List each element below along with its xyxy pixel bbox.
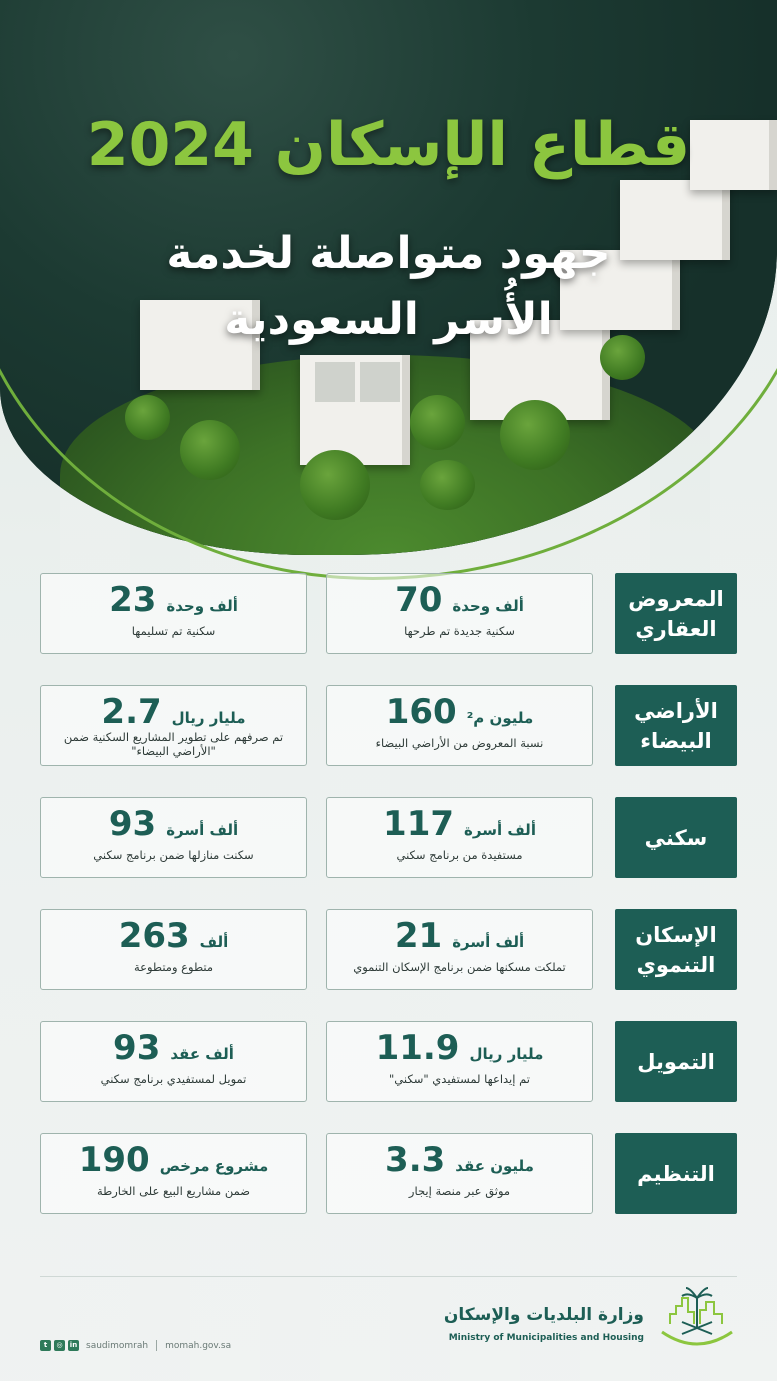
stat-description: سكنية جديدة تم طرحها <box>404 624 515 638</box>
social-links <box>40 1340 231 1351</box>
category-label: سكني <box>615 797 737 878</box>
stat-number: 11.9 <box>375 1028 460 1068</box>
stat-card <box>326 909 593 990</box>
category-label: المعروض العقاري <box>615 573 737 654</box>
stat-number: 93 <box>113 1028 161 1068</box>
page-subtitle-line2: الأُسر السعودية <box>224 294 553 345</box>
social-handle[interactable]: saudimomrah <box>86 1340 149 1351</box>
stat-unit: ألف وحدة <box>166 597 238 615</box>
stat-row-regulation <box>40 1133 737 1214</box>
ministry-logo-icon <box>652 1284 742 1354</box>
stat-description: سكنية تم تسليمها <box>131 624 216 638</box>
stat-description: نسبة المعروض من الأراضي البيضاء <box>375 736 544 750</box>
footer-divider <box>40 1276 737 1277</box>
tree-illustration <box>180 420 240 480</box>
stat-number: 160 <box>385 692 457 732</box>
stat-card <box>40 685 307 766</box>
stat-description: تم صرفهم على تطوير المشاريع السكنية ضمن "الأراضي البيضاء" <box>63 730 284 758</box>
tree-illustration <box>500 400 570 470</box>
stat-number: 3.3 <box>385 1140 446 1180</box>
stat-unit: ألف أسرة <box>464 821 536 839</box>
footer-separator <box>156 1340 157 1351</box>
stat-number: 21 <box>394 916 443 956</box>
stat-card <box>326 797 593 878</box>
stat-unit: ألف وحدة <box>452 597 524 615</box>
stat-card <box>40 573 307 654</box>
stat-number: 70 <box>395 580 443 620</box>
linkedin-icon[interactable]: in <box>69 1341 78 1349</box>
stat-card <box>326 685 593 766</box>
tree-illustration <box>420 460 475 510</box>
stat-description: تملكت مسكنها ضمن برنامج الإسكان التنموي <box>353 960 566 974</box>
stat-unit: ألف عقد <box>170 1045 234 1063</box>
tree-illustration <box>125 395 170 440</box>
stat-card <box>326 573 593 654</box>
stat-unit: ألف أسرة <box>452 933 525 951</box>
category-label: الإسكان التنموي <box>615 909 737 990</box>
stat-card <box>326 1021 593 1102</box>
page-title: قطاع الإسكان 2024 <box>86 110 691 180</box>
stat-unit: مليون م² <box>466 709 534 727</box>
category-label: التنظيم <box>615 1133 737 1214</box>
stat-number: 23 <box>109 580 157 620</box>
tree-illustration <box>410 395 465 450</box>
stat-number: 2.7 <box>101 692 162 732</box>
stat-row-white-lands <box>40 685 737 766</box>
stat-unit: مشروع مرخص <box>159 1157 269 1175</box>
page-subtitle-line1: جهود متواصلة لخدمة <box>166 228 611 279</box>
stat-row-financing <box>40 1021 737 1102</box>
stat-description: متطوع ومتطوعة <box>133 960 214 974</box>
stat-row-real-estate-supply <box>40 573 737 654</box>
ministry-name-arabic: وزارة البلديات والإسكان <box>443 1305 644 1325</box>
stat-unit: مليار ريال <box>171 709 246 727</box>
stat-card <box>326 1133 593 1214</box>
category-label: التمويل <box>615 1021 737 1102</box>
stat-number: 93 <box>108 804 157 844</box>
stat-description: موثق عبر منصة إيجار <box>408 1184 511 1198</box>
stat-number: 190 <box>78 1140 150 1180</box>
stat-description: مستفيدة من برنامج سكني <box>396 848 523 862</box>
tree-illustration <box>300 450 370 520</box>
ministry-name-english: Ministry of Municipalities and Housing <box>448 1333 644 1343</box>
stat-card <box>40 909 307 990</box>
stat-unit: ألف <box>199 933 229 951</box>
stat-number: 117 <box>383 804 455 844</box>
stat-card <box>40 797 307 878</box>
stat-description: تم إيداعها لمستفيدي "سكني" <box>389 1072 530 1086</box>
stat-number: 263 <box>118 916 190 956</box>
instagram-icon[interactable]: ◎ <box>54 1340 65 1351</box>
stat-description: تمويل لمستفيدي برنامج سكني <box>100 1072 247 1086</box>
category-label: الأراضي البيضاء <box>615 685 737 766</box>
stat-card <box>40 1021 307 1102</box>
twitter-icon[interactable]: t <box>40 1340 51 1351</box>
stat-unit: مليون عقد <box>455 1157 534 1175</box>
stat-unit: ألف أسرة <box>166 821 239 839</box>
stat-row-developmental-housing <box>40 909 737 990</box>
hero-image <box>0 0 777 555</box>
stat-unit: مليار ريال <box>469 1045 544 1063</box>
website-link[interactable]: momah.gov.sa <box>165 1340 232 1351</box>
stat-description: ضمن مشاريع البيع على الخارطة <box>96 1184 251 1198</box>
stat-row-sakani <box>40 797 737 878</box>
stat-card <box>40 1133 307 1214</box>
stat-description: سكنت منازلها ضمن برنامج سكني <box>93 848 254 862</box>
